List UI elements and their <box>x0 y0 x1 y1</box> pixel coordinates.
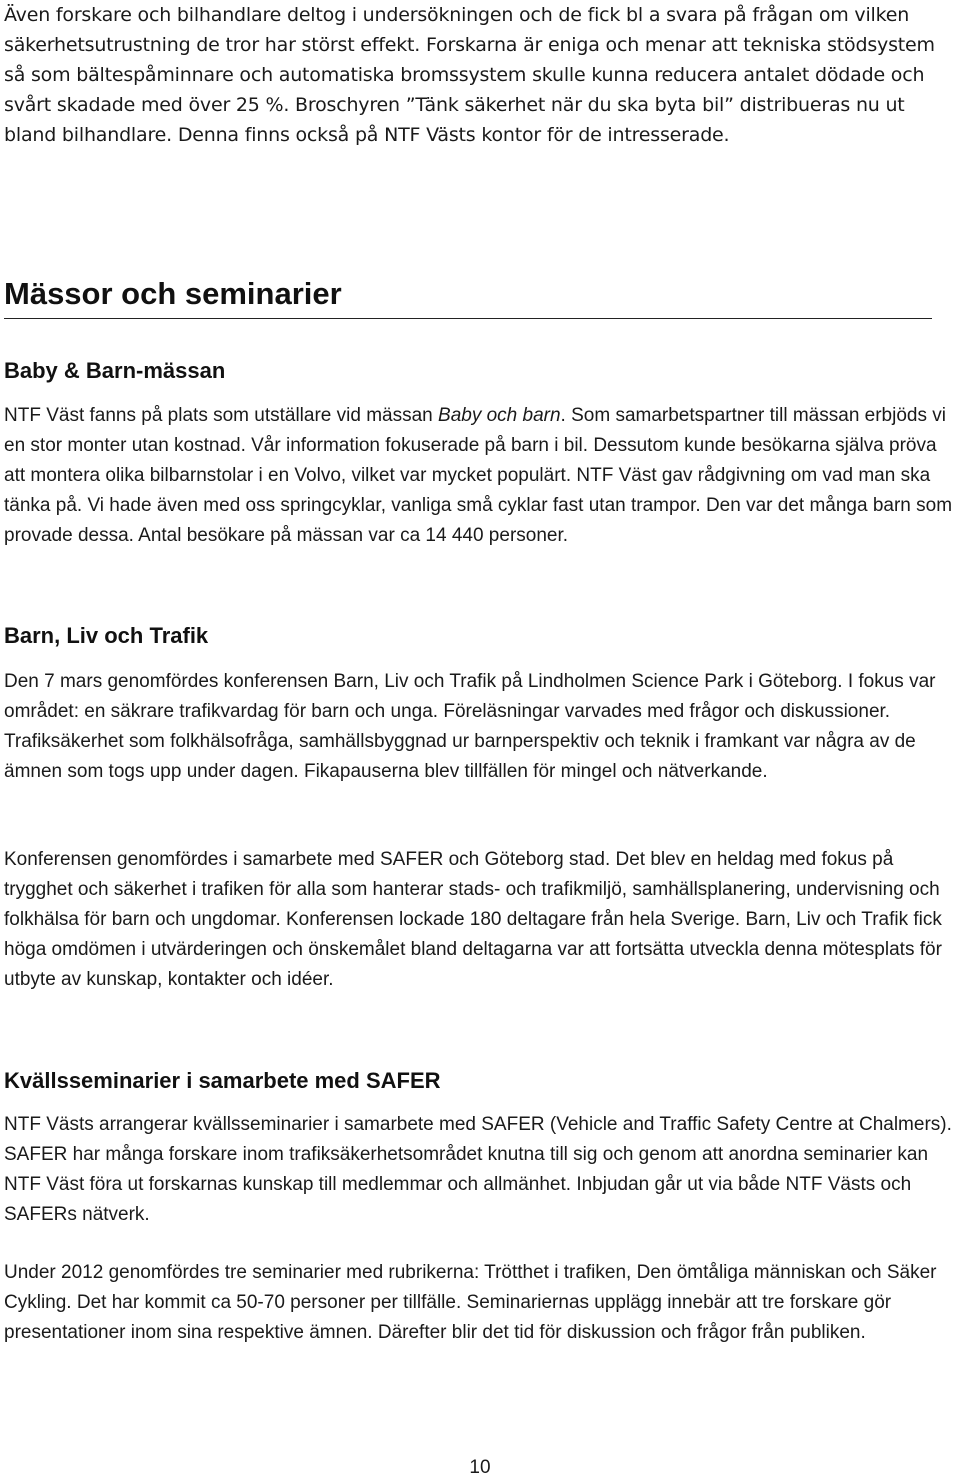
page-number: 10 <box>469 1457 491 1478</box>
section-title: Mässor och seminarier <box>4 276 342 311</box>
subheading-baby-barn: Baby & Barn-mässan <box>4 358 226 383</box>
paragraph-barn-liv-1: Den 7 mars genomfördes konferensen Barn, Liv och Trafik på Lindholmen Science Park i Göteborg. I fokus var området: en säkrare trafikvardag för barn och unga. Föreläsningar varvades med frågor och diskussioner. Trafiksäkerhet som folkhälsofråga, samhällsbyggnad ur barnperspektiv och teknik i framkant var några av de ämnen som togs upp under dagen. Fikapauserna blev tillfällen för mingel och nätverkande. <box>4 671 936 782</box>
subheading-kvallsseminarier: Kvällsseminarier i samarbete med SAFER <box>4 1068 441 1093</box>
intro-paragraph: Även forskare och bilhandlare deltog i undersökningen och de fick bl a svara på frågan om vilken säkerhetsutrustning de tror har störst effekt. Forskarna är eniga och menar att tekniska stödsystem så som bältespåminnare och automatiska bromssystem skulle kunna reducera antalet dödade och svårt skadade med över 25 %. Broschyren ”Tänk säkerhet när du ska byta bil” distribueras nu ut bland bilhandlare. Denna finns också på NTF Västs kontor för de intresserade. <box>4 4 935 146</box>
paragraph-baby-barn-part2: . Som samarbetspartner till mässan erbjöds vi en stor monter utan kostnad. Vår information fokuserade på barn i bil. Dessutom kunde besökarna själva pröva att montera olika bilbarnstolar i en Volvo, vilket var mycket populärt. NTF Väst gav rådgivning om vad man ska tänka på. Vi hade även med oss springcyklar, vanliga små cyklar fast utan trampor. Den var det många barn som provade dessa. Antal besökare på mässan var ca 14 440 personer. <box>4 405 953 546</box>
paragraph-baby-barn-part1: NTF Väst fanns på plats som utställare vid mässan <box>4 405 439 426</box>
paragraph-kvall-1: NTF Västs arrangerar kvällsseminarier i samarbete med SAFER (Vehicle and Traffic Safety Centre at Chalmers). SAFER har många forskare inom trafiksäkerhetsområdet knutna till sig och genom att anordna seminarier kan NTF Väst föra ut forskarnas kunskap till medlemmar och allmänhet. Inbjudan går ut via både NTF Västs och SAFERs nätverk. <box>4 1114 952 1225</box>
paragraph-barn-liv-2: Konferensen genomfördes i samarbete med SAFER och Göteborg stad. Det blev en heldag med fokus på trygghet och säkerhet i trafiken för alla som hanterar stads- och trafikmiljö, samhällsplanering, undervisning och folkhälsa för barn och ungdomar. Konferensen lockade 180 deltagare från hela Sverige. Barn, Liv och Trafik fick höga omdömen i utvärderingen och önskemålet bland deltagarna var att fortsätta utveckla denna mötesplats för utbyte av kunskap, kontakter och idéer. <box>4 849 942 990</box>
paragraph-baby-barn <box>4 401 959 551</box>
paragraph-kvall-2: Under 2012 genomfördes tre seminarier med rubrikerna: Trötthet i trafiken, Den ömtåliga människan och Säker Cykling. Det har kommit ca 50-70 personer per tillfälle. Seminariernas upplägg innebär att tre forskare gör presentationer inom sina respektive ämnen. Därefter blir det tid för diskussion och frågor från publiken. <box>4 1262 937 1343</box>
section-title-underline <box>4 318 932 319</box>
subheading-barn-liv-trafik: Barn, Liv och Trafik <box>4 623 209 648</box>
paragraph-baby-barn-italic: Baby och barn <box>438 405 561 426</box>
